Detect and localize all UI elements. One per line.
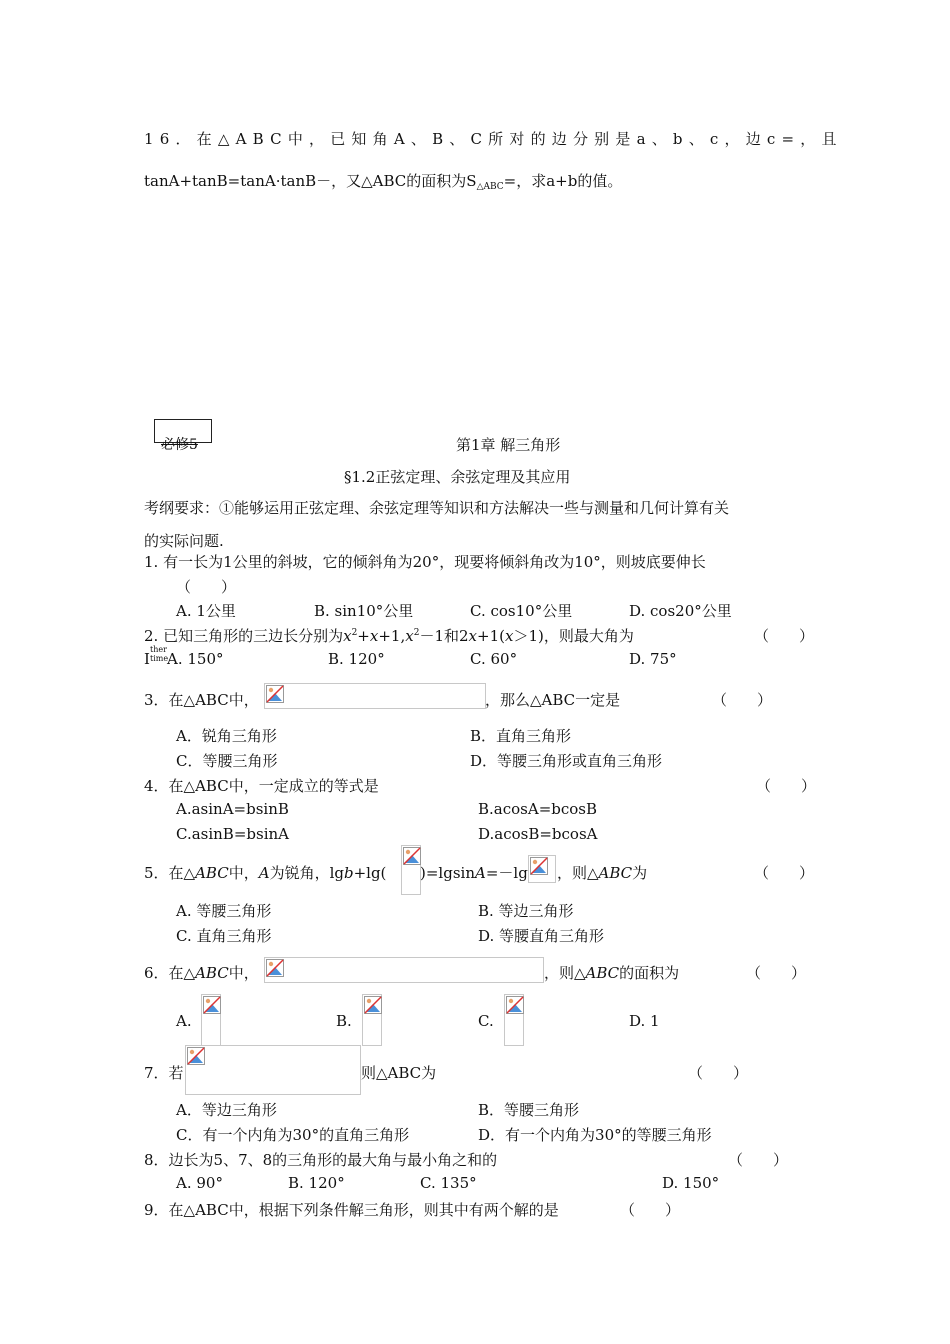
q6-option-c-image — [504, 994, 524, 1046]
q3-paren: （ ） — [712, 691, 773, 709]
chapter-title: 第1章 解三角形 — [456, 436, 561, 454]
q7-stem-a: 7．若 — [144, 1064, 184, 1082]
q4-paren: （ ） — [756, 777, 817, 795]
q5-formula-image-1 — [401, 845, 421, 895]
q8-stem: 8．边长为5、7、8的三角形的最大角与最小角之和的 — [144, 1151, 498, 1169]
q3-stem-a: 3．在△ABC中， — [144, 691, 259, 709]
q5-paren: （ ） — [754, 864, 815, 882]
q1-option-a: A. 1公里 — [176, 602, 236, 620]
q2-stem: 2. 已知三角形的三边长分别为$x^2+x+1,x^2-1$和2x+1(x＞1)，则最大角为 — [144, 627, 634, 645]
q7-option-a: A．等边三角形 — [176, 1101, 277, 1119]
course-label-box: 必修5 — [154, 419, 212, 443]
q2-option-c: C. 60° — [470, 650, 518, 668]
q16-line1: 16．在△ABC中，已知角A、B、C所对的边分别是a、b、c，边c=，且 — [144, 130, 843, 148]
broken-image-icon — [364, 996, 382, 1014]
q7-formula-image — [185, 1045, 361, 1095]
q6-paren: （ ） — [746, 964, 807, 982]
syllabus-line1: 考纲要求：①能够运用正弦定理、余弦定理等知识和方法解决一些与测量和几何计算有关 — [144, 499, 730, 517]
q3-formula-image — [264, 683, 486, 709]
syllabus-line2: 的实际问题. — [144, 532, 224, 550]
q4-option-c: C.asinB=bsinA — [176, 825, 289, 843]
q2-option-d: D. 75° — [629, 650, 677, 668]
q8-paren: （ ） — [728, 1151, 789, 1169]
q6-formula-image — [264, 957, 544, 983]
q5-formula-image-2 — [528, 855, 556, 883]
q9-paren: （ ） — [620, 1201, 681, 1219]
broken-image-icon — [530, 857, 548, 875]
q3-option-a: A．锐角三角形 — [176, 727, 277, 745]
q2-marker: Ⅰ — [144, 650, 150, 668]
q7-option-d: D．有一个内角为30°的等腰三角形 — [478, 1126, 712, 1144]
q3-option-b: B．直角三角形 — [470, 727, 572, 745]
q5-option-b: B. 等边三角形 — [478, 902, 574, 920]
q9-stem: 9．在△ABC中，根据下列条件解三角形，则其中有两个解的是 — [144, 1201, 559, 1219]
broken-image-icon — [266, 959, 284, 977]
q6-option-a-image — [201, 994, 221, 1046]
broken-image-icon — [506, 996, 524, 1014]
q3-option-d: D．等腰三角形或直角三角形 — [470, 752, 663, 770]
section-title: §1.2正弦定理、余弦定理及其应用 — [344, 468, 571, 486]
q5-option-c: C. 直角三角形 — [176, 927, 272, 945]
q7-stem-b: 则△ABC为 — [361, 1064, 437, 1082]
q6-option-d: D. 1 — [629, 1012, 660, 1030]
broken-image-icon — [203, 996, 221, 1014]
q5-stem-c: ，则△ABC为 — [557, 864, 648, 882]
q4-option-b: B.acosA=bcosB — [478, 800, 598, 818]
q6-stem-a: 6．在△ABC中， — [144, 964, 259, 982]
q8-option-a: A. 90° — [176, 1174, 223, 1192]
q3-option-c: C．等腰三角形 — [176, 752, 278, 770]
q1-option-b: B. sin10°公里 — [314, 602, 414, 620]
q7-paren: （ ） — [688, 1064, 749, 1082]
broken-image-icon — [266, 685, 284, 703]
broken-image-icon — [187, 1047, 205, 1065]
q4-stem: 4．在△ABC中，一定成立的等式是 — [144, 777, 379, 795]
q6-option-b: B. — [336, 1012, 352, 1030]
q5-option-d: D. 等腰直角三角形 — [478, 927, 605, 945]
q2-option-a: A. 150° — [167, 650, 224, 668]
q2-option-b: B. 120° — [328, 650, 385, 668]
q6-option-b-image — [362, 994, 382, 1046]
q16-line2: tanA+tanB=tanA·tanB－，又△ABC的面积为$S_{\triangle ABC}=$，求a+b的值。 — [144, 172, 623, 192]
q2-paren: （ ） — [754, 627, 815, 645]
q1-option-c: C. cos10°公里 — [470, 602, 573, 620]
q1-paren: （ ） — [176, 578, 237, 596]
q1-option-d: D. cos20°公里 — [629, 602, 732, 620]
q8-option-c: C. 135° — [420, 1174, 477, 1192]
q5-option-a: A. 等腰三角形 — [176, 902, 272, 920]
q8-option-d: D. 150° — [662, 1174, 720, 1192]
q6-option-a: A. — [176, 1012, 192, 1030]
q3-stem-b: ，那么△ABC一定是 — [485, 691, 621, 709]
q7-option-c: C．有一个内角为30°的直角三角形 — [176, 1126, 410, 1144]
broken-image-icon — [403, 847, 421, 865]
q4-option-d: D.acosB=bcosA — [478, 825, 598, 843]
q6-stem-b: ，则△ABC的面积为 — [544, 964, 680, 982]
q5-stem-a: 5．在△ABC中，A为锐角，lgb+lg( — [144, 864, 387, 882]
q5-stem-b: )=lgsinA=－lg — [420, 864, 528, 882]
q6-option-c: C. — [478, 1012, 494, 1030]
q1-stem: 1. 有一长为1公里的斜坡，它的倾斜角为20°，现要将倾斜角改为10°，则坡底要伸长 — [144, 553, 706, 571]
q2-marker-small: ther time — [150, 645, 169, 663]
q4-option-a: A.asinA=bsinB — [176, 800, 289, 818]
q7-option-b: B．等腰三角形 — [478, 1101, 580, 1119]
q8-option-b: B. 120° — [288, 1174, 345, 1192]
